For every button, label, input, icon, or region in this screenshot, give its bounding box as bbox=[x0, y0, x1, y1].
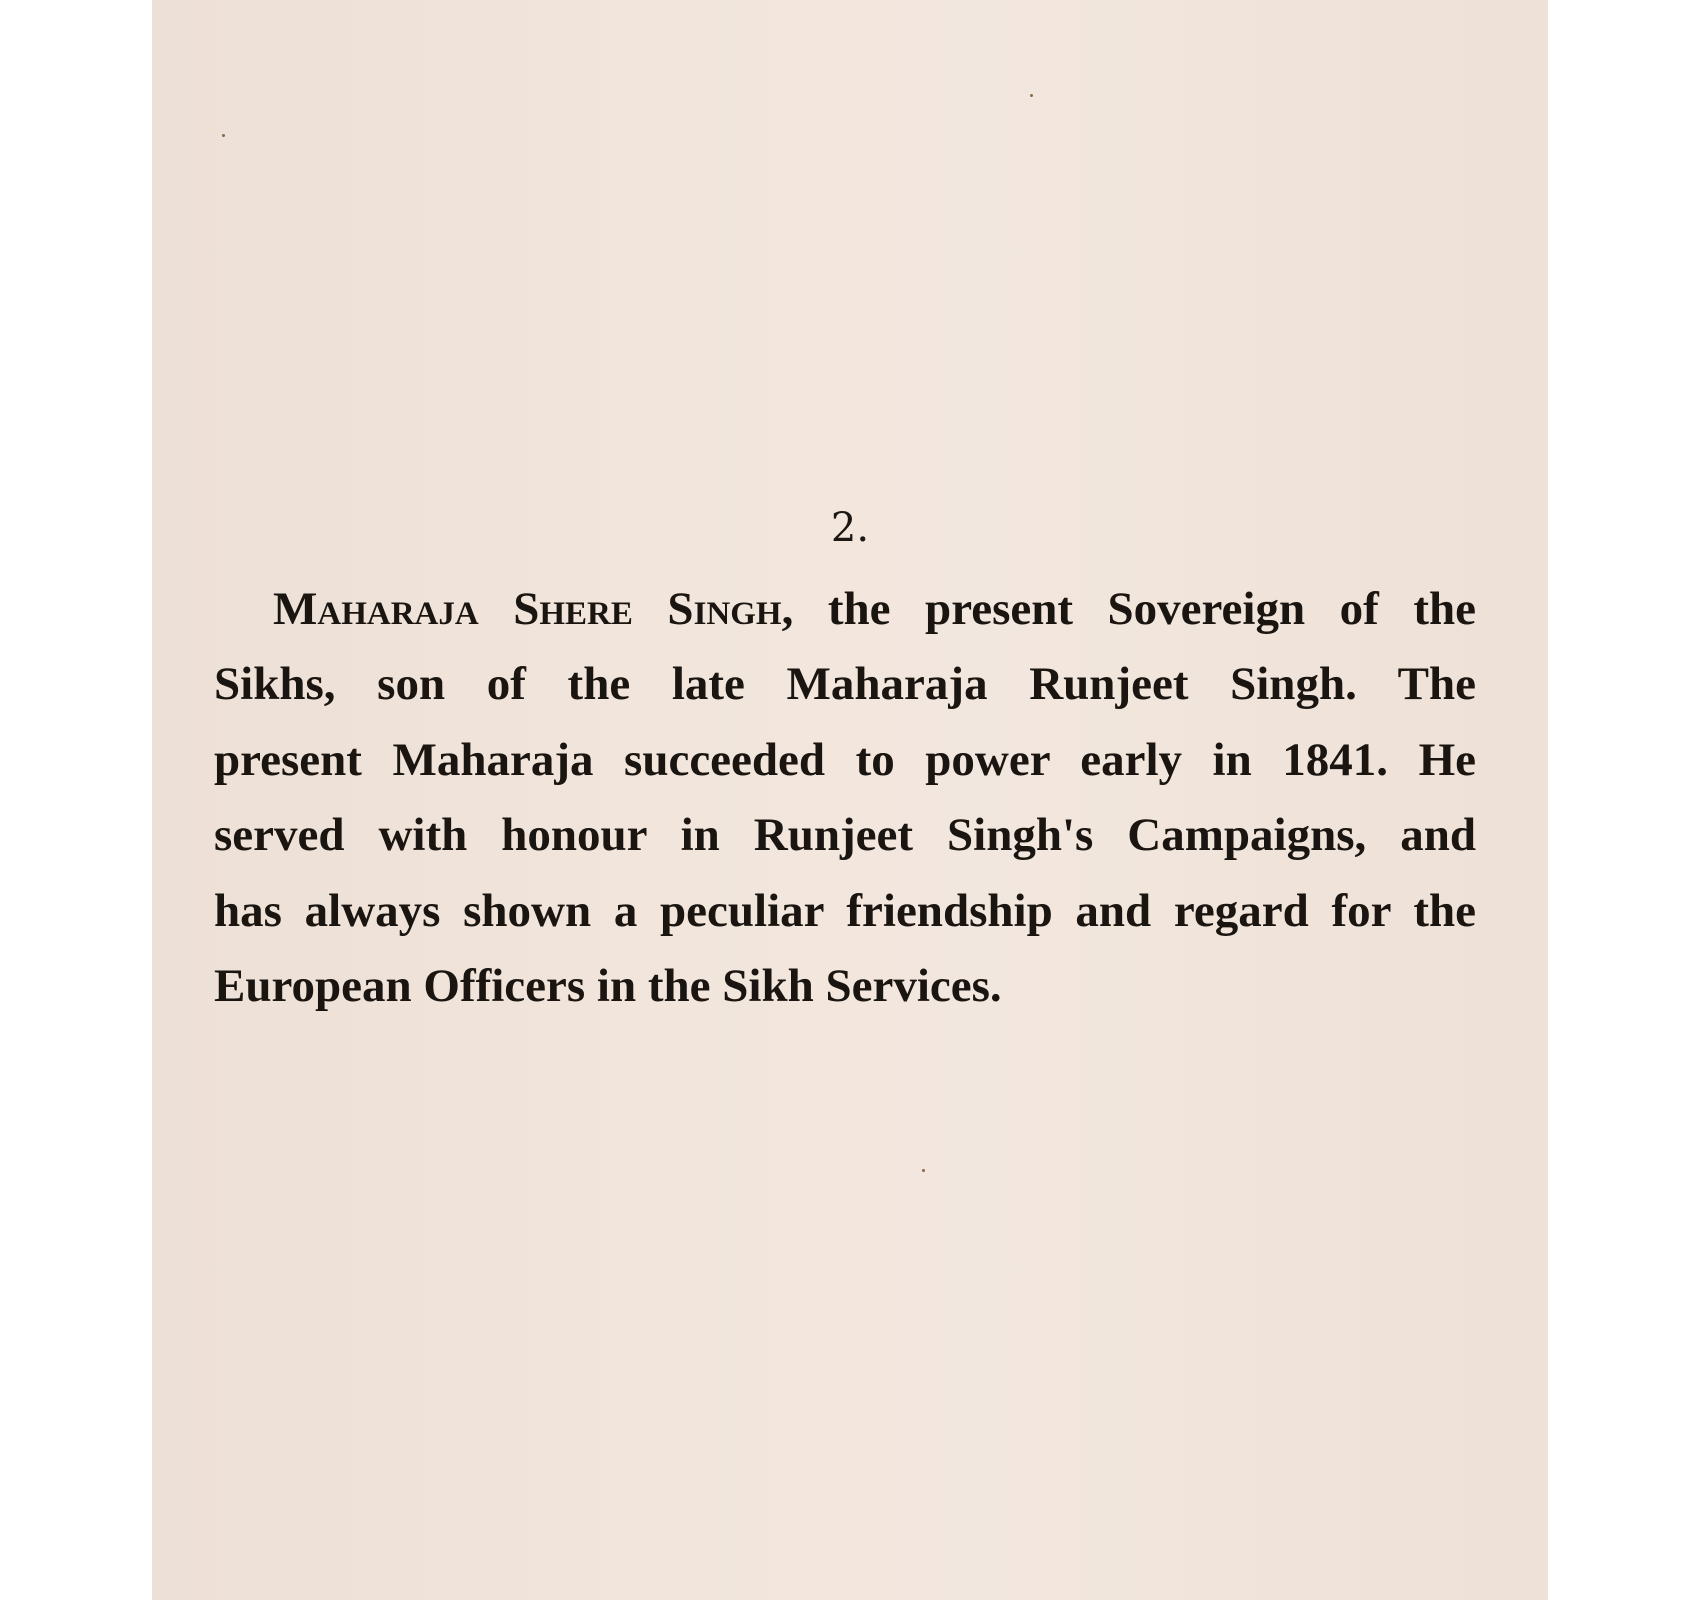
paper-speck bbox=[1030, 94, 1033, 97]
caption-line: has always shown a peculiar friendship and regard for the bbox=[214, 884, 1476, 937]
caption-line bbox=[214, 572, 1476, 647]
caption-line: Sikhs, son of the late Maharaja Runjeet Singh. The bbox=[214, 658, 1476, 711]
caption-line-text: , the present Sovereign of the bbox=[781, 583, 1476, 635]
plate-caption bbox=[214, 572, 1476, 1024]
caption-line: served with honour in Runjeet Singh's Campaigns, and bbox=[214, 809, 1476, 862]
plate-number: 2. bbox=[830, 505, 870, 551]
paper-speck bbox=[222, 134, 225, 137]
caption-subject-name: Maharaja Shere Singh bbox=[273, 583, 782, 635]
paper-speck bbox=[922, 1169, 925, 1172]
caption-line: present Maharaja succeeded to power early in 1841. He bbox=[214, 733, 1476, 786]
book-page bbox=[152, 0, 1548, 1600]
caption-line: European Officers in the Sikh Services. bbox=[214, 960, 1002, 1013]
